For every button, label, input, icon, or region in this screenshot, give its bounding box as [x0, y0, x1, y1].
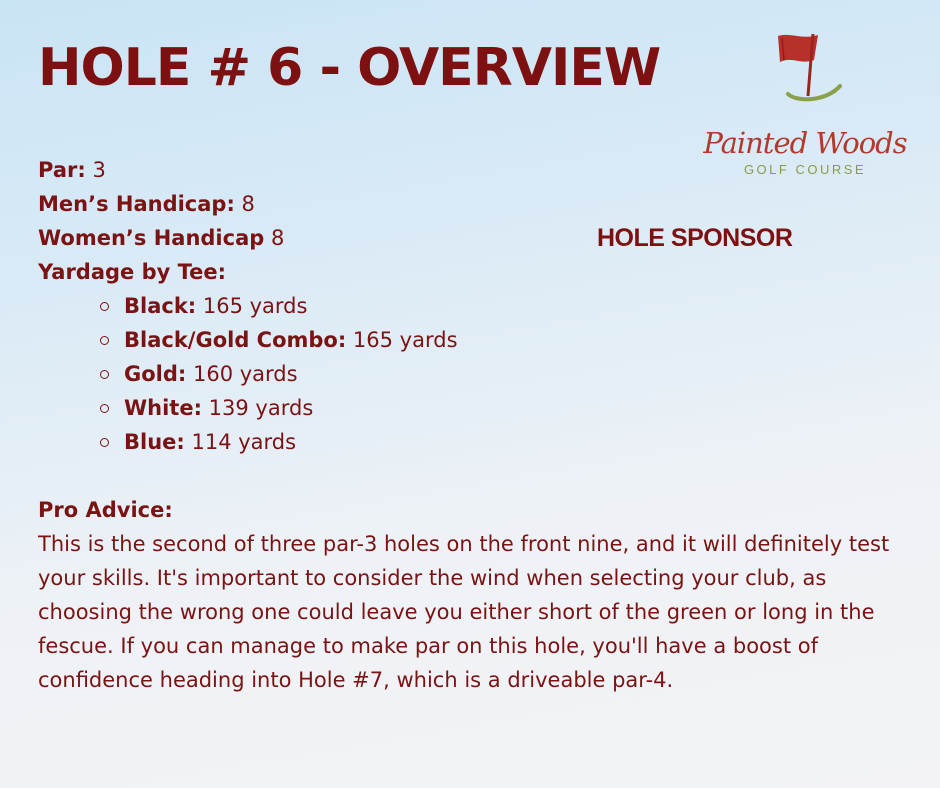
yardage-label: Yardage by Tee:: [38, 260, 227, 284]
tee-yardage: 114 yards: [184, 430, 297, 454]
par-row: [38, 153, 458, 187]
course-logo: [700, 30, 910, 180]
womens-handicap-row: [38, 221, 458, 255]
yardage-heading: [38, 255, 458, 289]
page-title: HOLE # 6 - OVERVIEW: [38, 38, 661, 98]
tee-label: Blue:: [124, 430, 185, 454]
tee-item-black: [100, 289, 458, 323]
logo-subtitle: GOLF COURSE: [743, 162, 867, 177]
tee-label: Black/Gold Combo:: [124, 328, 347, 352]
tee-yardage: 165 yards: [346, 328, 458, 352]
mens-handicap-row: [38, 187, 458, 221]
hole-stats: [38, 153, 458, 459]
tee-list: [38, 289, 458, 459]
mens-handicap-label: Men’s Handicap:: [38, 192, 235, 216]
pro-advice-heading: Pro Advice:: [38, 498, 173, 522]
logo-script-text: Painted Woods: [703, 126, 907, 160]
hole-sponsor-label: HOLE SPONSOR: [597, 224, 793, 252]
tee-yardage: 165 yards: [196, 294, 308, 318]
par-value: 3: [85, 158, 106, 182]
mens-handicap-value: 8: [234, 192, 255, 216]
tee-yardage: 160 yards: [186, 362, 298, 386]
womens-handicap-value: 8: [264, 226, 285, 250]
par-label: Par:: [38, 158, 86, 182]
golf-flag-icon: [700, 30, 910, 126]
tee-item-blue: [100, 425, 458, 459]
tee-label: Black:: [124, 294, 197, 318]
pro-advice-text: This is the second of three par-3 holes on the front nine, and it will definitely test your skills. It's important to consider the wind when selecting your club, as choosing the wrong one could leave you either short of the green or long in the fescue. If you can manage to make par on this hole, you'll have a boost of confidence heading into Hole #7, which is a driveable par-4.: [38, 532, 890, 692]
tee-yardage: 139 yards: [202, 396, 314, 420]
tee-item-black-gold: [100, 323, 458, 357]
tee-label: Gold:: [124, 362, 187, 386]
tee-label: White:: [124, 396, 202, 420]
womens-handicap-label: Women’s Handicap: [38, 226, 265, 250]
pro-advice: [38, 493, 908, 697]
tee-item-gold: [100, 357, 458, 391]
tee-item-white: [100, 391, 458, 425]
